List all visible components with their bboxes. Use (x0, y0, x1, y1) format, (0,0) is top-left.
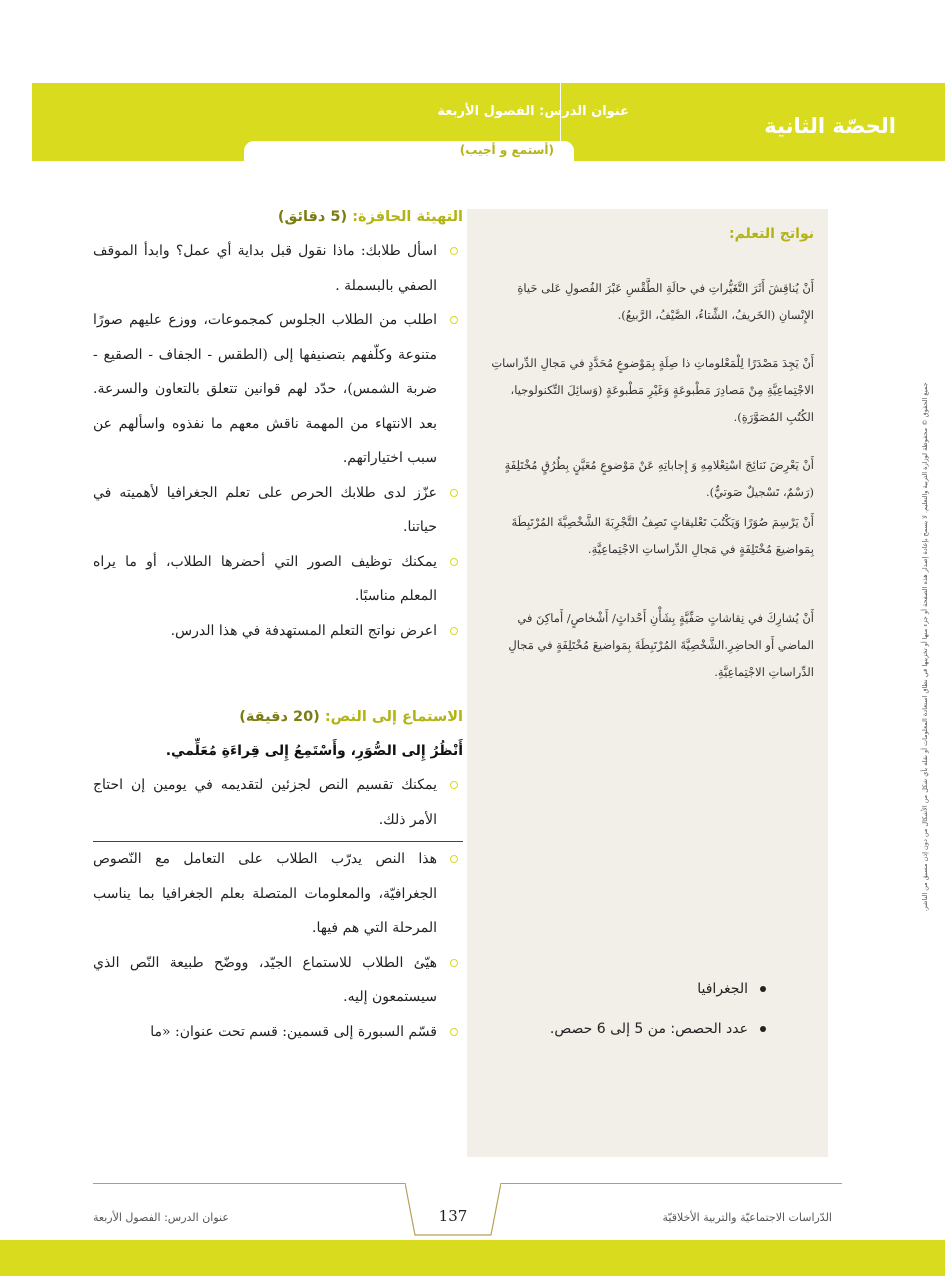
listening-instruction: أَنْظُرُ إِلى الصُّوَرِ، وأَسْتَمِعُ إِلى قِراءَةِ مُعَلِّمي. (165, 743, 463, 759)
lesson-facts (550, 969, 768, 1049)
outcome-item: أَنْ يُناقِشَ أَثَرَ التَّغَيُّراتِ في حالَةِ الطَّقْسِ عَبْرَ الفُصولِ عَلى حَياةِ الإِنْسانِ (الخَريفُ، الشِّتاءُ، الصَّيْفُ، الرَّبيعُ). (517, 281, 814, 322)
warmup-list (93, 234, 463, 648)
learning-outcomes-panel (467, 209, 828, 1157)
outcome-item: أَنْ يَرْسِمَ صُوَرًا وَيَكْتُبَ تَعْليقاتٍ تَصِفُ التَّجْرِبَةَ الشَّخْصِيَّةَ المُرْتَبِطَةَ بِمَواضيعَ مُخْتَلِفَةٍ في مَجالِ الدِّراساتِ الاجْتِماعِيَّةِ. (511, 515, 814, 556)
outcome-item: أَنْ يُشارِكَ في نِقاشاتٍ صَفِّيَّةٍ بِشَأْنِ أَحْداثٍ/ أَشْخاصٍ/ أَماكِنَ في الماضي أَو الحاضِرِ.الشَّخْصِيَّةَ المُرْتَبِطَةَ بِمَواضيعَ مُخْتَلِفَةٍ في مَجالِ الدِّراساتِ الاجْتِماعِيَّةِ. (508, 611, 814, 679)
page-title: الحصّة الثانية (764, 114, 896, 138)
list-item: اعرض نواتج التعلم المستهدفة في هذا الدرس. (93, 614, 463, 649)
activity-tab (244, 141, 574, 162)
list-item: اسأل طلابك: ماذا نقول قبل بداية أي عمل؟ وابدأ الموقف الصفي بالبسملة . (93, 234, 463, 303)
copyright-text: جميع الحقوق © محفوظة لوزارة التربية والتعليم. لا يسمح بإعادة إصدار هذه الصفحة أو جزء منها أو تخزينها في نطاق استعادة المعلومات أو نقله بأي شكل من الأشكال من دون إذن مسبق من الناشر. (921, 382, 929, 912)
activity-tab-label: (أستمع و أجيب) (459, 143, 554, 157)
footer-rule-right (500, 1183, 842, 1184)
list-item: هيّئ الطلاب للاستماع الجيّد، ووضّح طبيعة النّص الذي سيستمعون إليه. (93, 946, 463, 1015)
outcomes-heading: نواتج التعلم: (728, 226, 814, 242)
list-item: يمكنك توظيف الصور التي أحضرها الطلاب، أو ما يراه المعلم مناسبًا. (93, 545, 463, 614)
footer-rule-left (93, 1183, 406, 1184)
page-number: 137 (438, 1207, 468, 1225)
lesson-title: عنوان الدرس: الفصول الأربعة (437, 104, 629, 119)
section-listening-label: الاستماع إلى النص: (324, 709, 463, 725)
bottom-band (0, 1240, 945, 1276)
list-item: يمكنك تقسيم النص لجزئين لتقديمه في يومين إن احتاج الأمر ذلك. (93, 768, 463, 842)
footer-book-title: الدّراسات الاجتماعيّة والتربية الأخلاقيّة (662, 1211, 832, 1224)
copyright-sidebar (918, 300, 932, 1000)
list-item: قسّم السبورة إلى قسمين: قسم تحت عنوان: «ما (93, 1015, 463, 1050)
section-listening-title (93, 700, 463, 734)
section-listening-duration: (20 دقيقة) (239, 709, 320, 725)
outcome-item: أَنْ يَعْرِضَ نَتائِجَ اسْتِعْلامِهِ وَ إِجاباتِهِ عَنْ مَوْضوعٍ مُعَيَّنٍ بِطُرُقٍ مُخْتَلِفَةٍ (رَسْمٌ، تَسْجيلٌ صَوتيٌّ). (504, 458, 814, 499)
footer-lesson-title: عنوان الدرس: الفصول الأربعة (93, 1211, 229, 1224)
fact-sessions: عدد الحصص: من 5 إلى 6 حصص. (550, 1009, 768, 1049)
main-content (93, 200, 463, 1049)
section-warmup-label: التهيئة الحافزة: (352, 209, 463, 225)
section-warmup-duration: (5 دقائق) (277, 209, 348, 225)
listening-list (93, 768, 463, 1049)
fact-subject: الجغرافيا (550, 969, 768, 1009)
list-item: عزّز لدى طلابك الحرص على تعلم الجغرافيا لأهميته في حياتنا. (93, 476, 463, 545)
list-item: اطلب من الطلاب الجلوس كمجموعات، ووزع عليهم صورًا متنوعة وكلّفهم بتصنيفها إلى (الطقس - الجفاف - الصقيع - ضربة الشمس)، حدّد لهم قوانين تتعلق بالتعاون والسرعة. بعد الانتهاء من المهمة ناقش معهم ما نفذوه واسألهم عن سبب اختياراتهم. (93, 303, 463, 476)
list-item: هذا النص يدرّب الطلاب على التعامل مع النّصوص الجغرافيّة، والمعلومات المتصلة بعلم الجغرافيا بما يناسب المرحلة التي هم فيها. (93, 842, 463, 946)
section-warmup-title (93, 200, 463, 234)
outcome-item: أَنْ يَجِدَ مَصْدَرًا لِلْمَعْلوماتِ ذا صِلَةٍ بِمَوْضوعٍ مُحَدَّدٍ في مَجالِ الدِّراساتِ الاجْتِماعِيَّةِ مِنْ مَصادِرَ مَطْبوعَةٍ وَغَيْرِ مَطْبوعَةٍ (وَسائِلَ التِّكنولوجيا، الكُتُبِ المُصَوَّرَةِ). (491, 356, 814, 424)
